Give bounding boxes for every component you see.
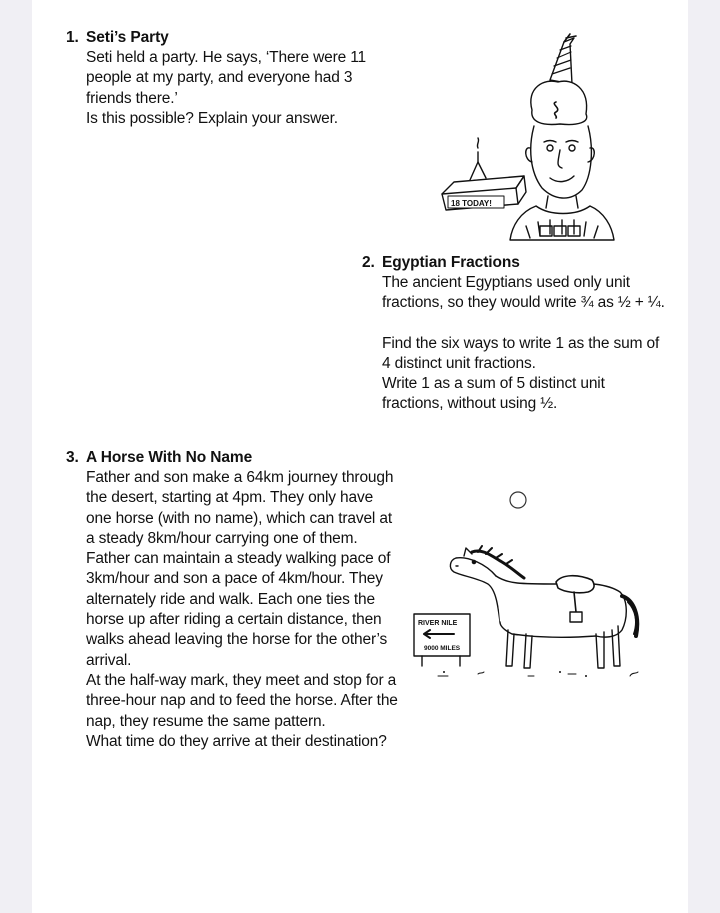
- circle-marker-icon: [508, 490, 528, 510]
- problem-3: [66, 448, 398, 752]
- horse-illustration: [408, 526, 648, 686]
- problem-2-text: The ancient Egyptians used only unit fractions, so they would write ¾ as ½ + ¼. Find the six ways to write 1 as the sum of 4 distinct unit fractions. Write 1 as a sum of 5 distinct unit fractions, without using ½.: [382, 274, 665, 413]
- seti-birthday-illustration: [400, 30, 630, 252]
- problem-3-text: Father and son make a 64km journey through the desert, starting at 4pm. They only have one horse (with no name), which can travel at a steady 8km/hour carrying one of them. Father can maintain a steady walking pace of 3km/hour and son a pace of 4km/hour. They alternately ride and walk. Each one ties the horse up after riding a certain distance, then walks ahead leaving the horse for the other’s arrival. At the half-way mark, they meet and stop for a three-hour nap and to feed the horse. After the nap, they resume the same pattern. What time do they arrive at their destination?: [86, 469, 398, 750]
- problem-3-title: 3. A Horse With No Name: [66, 449, 253, 466]
- sign-label: RIVER NILE: [418, 620, 458, 627]
- problem-2: [362, 253, 665, 415]
- problem-1-text: Seti held a party. He says, ‘There were 11 people at my party, and everyone had 3 friends there.’ Is this possible? Explain your answer.: [86, 49, 367, 127]
- problem-1: [66, 28, 366, 129]
- worksheet-page: [32, 0, 688, 913]
- sign-distance: 9000 MILES: [424, 645, 461, 652]
- cake-label: 18 TODAY!: [451, 199, 492, 208]
- problem-2-title: 2. Egyptian Fractions: [362, 254, 520, 271]
- problem-1-title: 1. Seti’s Party: [66, 29, 169, 46]
